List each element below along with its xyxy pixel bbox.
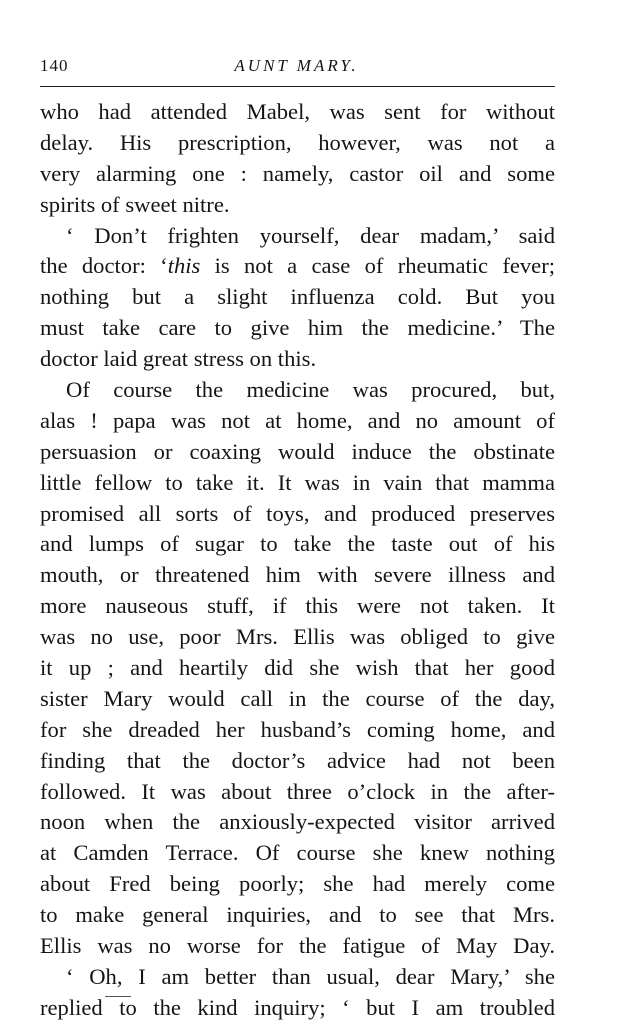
line-text: noon when the anxiously-expected visitor arrived (40, 809, 555, 835)
line-text: spirits of sweet nitre. (40, 191, 230, 217)
line-text: mouth, or threatened him with severe illness and (40, 562, 555, 588)
line-text-continued: is not a case of rheumatic fever; (200, 253, 556, 279)
text-line (40, 251, 555, 282)
line-text: doctor laid great stress on this. (40, 346, 317, 372)
text-line (40, 97, 555, 128)
line-text: alas ! papa was not at home, and no amount of (40, 407, 555, 433)
text-line (40, 375, 555, 406)
running-title: AUNT MARY. (234, 56, 359, 75)
line-text: nothing but a slight influenza cold. But you (40, 284, 555, 310)
text-line (40, 715, 555, 746)
text-line (40, 560, 555, 591)
line-text: ‘ Don’t frighten yourself, dear madam,’ said (66, 222, 555, 248)
line-text: followed. It was about three o’clock in the after- (40, 778, 555, 804)
text-line (40, 869, 555, 900)
line-text: sister Mary would call in the course of the day, (40, 685, 555, 711)
line-text: at Camden Terrace. Of course she knew nothing (40, 840, 555, 866)
line-text: was no use, poor Mrs. Ellis was obliged to give (40, 624, 555, 650)
line-text: persuasion or coaxing would induce the obstinate (40, 438, 555, 464)
line-text: who had attended Mabel, was sent for without (40, 99, 555, 124)
text-line (40, 900, 555, 931)
line-text: ‘ Oh, I am better than usual, dear Mary,’ she (66, 963, 555, 989)
text-line (40, 529, 555, 560)
line-text: Of course the medicine was procured, but, (66, 377, 555, 403)
line-text: it up ; and heartily did she wish that her good (40, 655, 555, 681)
text-line (40, 344, 555, 375)
text-line (40, 746, 555, 777)
line-text: the doctor: ‘ (40, 253, 168, 279)
line-text: delay. His prescription, however, was not a (40, 129, 555, 155)
text-line (40, 282, 555, 313)
line-text: for she dreaded her husband’s coming home, and (40, 716, 555, 742)
text-line (40, 591, 555, 622)
line-text: promised all sorts of toys, and produced preserves (40, 500, 555, 526)
header-rule (40, 86, 555, 87)
text-line (40, 313, 555, 344)
text-line (40, 406, 555, 437)
line-text: Ellis was no worse for the fatigue of May Day. (40, 933, 555, 959)
running-head (40, 56, 553, 82)
text-line (40, 684, 555, 715)
line-text: very alarming one : namely, castor oil and some (40, 160, 555, 186)
text-line (40, 468, 555, 499)
body-text (40, 97, 555, 1024)
text-line (40, 159, 555, 190)
text-line (40, 777, 555, 808)
line-text: replied to the kind inquiry; ‘ but I am troubled (40, 994, 555, 1020)
text-line (40, 962, 555, 993)
text-line (40, 190, 555, 221)
text-line (40, 993, 555, 1024)
text-line (40, 128, 555, 159)
line-emphasis: this (167, 253, 201, 279)
page-number: 140 (40, 56, 69, 75)
line-text: about Fred being poorly; she had merely come (40, 871, 555, 897)
text-line (40, 931, 555, 962)
line-text: to make general inquiries, and to see that Mrs. (40, 902, 555, 928)
line-text: must take care to give him the medicine.’ The (40, 315, 555, 341)
text-line (40, 622, 555, 653)
text-line (40, 838, 555, 869)
line-text: finding that the doctor’s advice had not been (40, 747, 555, 773)
text-line (40, 807, 555, 838)
text-line (40, 653, 555, 684)
text-line (40, 499, 555, 530)
line-text: more nauseous stuff, if this were not taken. It (40, 593, 555, 619)
footer-mark (105, 996, 131, 997)
text-line (40, 221, 555, 252)
line-text: little fellow to take it. It was in vain that mamma (40, 469, 555, 495)
line-text: and lumps of sugar to take the taste out of his (40, 531, 555, 557)
text-line (40, 437, 555, 468)
